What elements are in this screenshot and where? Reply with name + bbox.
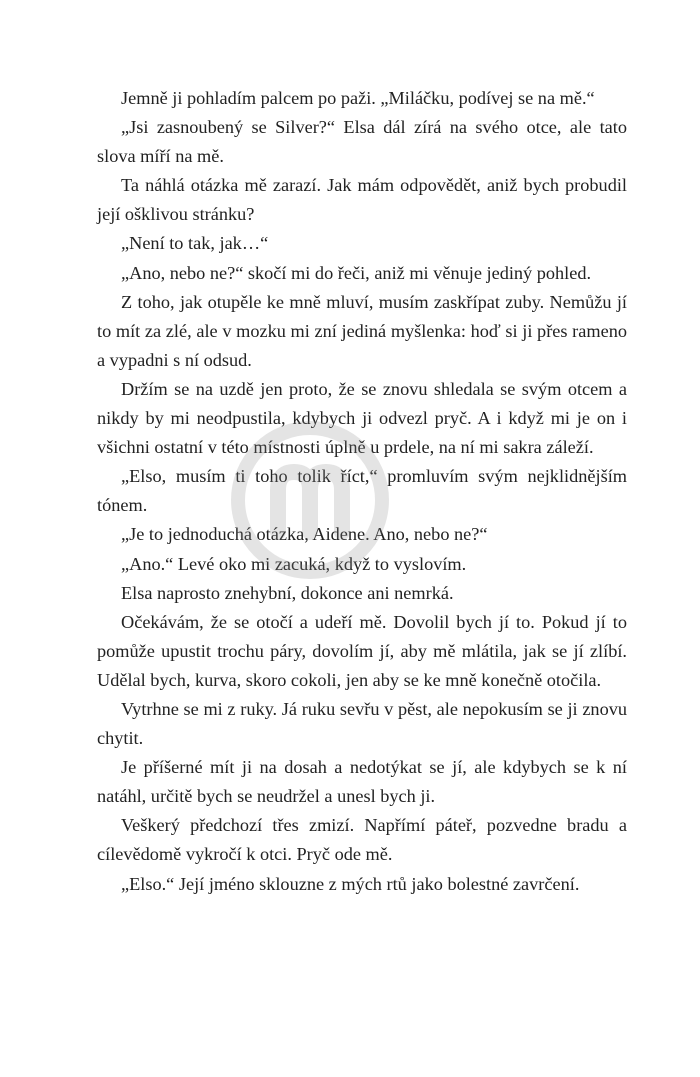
paragraph-3: Ta náhlá otázka mě zarazí. Jak mám odpovědět, aniž bych probudil její ošklivou stránku? [97, 175, 627, 225]
paragraph-8: „Elso, musím ti toho tolik říct,“ promluvím svým nejklidnějším tónem. [97, 466, 627, 516]
paragraph-11: Elsa naprosto znehybní, dokonce ani nemrká. [121, 582, 454, 603]
paragraph-10: „Ano.“ Levé oko mi zacuká, když to vyslovím. [121, 553, 467, 574]
paragraph-13: Vytrhne se mi z ruky. Já ruku sevřu v pěst, ale nepokusím se ji znovu chytit. [97, 698, 627, 749]
paragraph-12: Očekávám, že se otočí a udeří mě. Dovolil bych jí to. Pokud jí to pomůže upustit trochu páry, dovolím jí, aby mě mlátila, jak se jí zlíbí. Udělal bych, kurva, skoro cokoli, jen aby se ke mně konečně otočila. [97, 611, 627, 690]
paragraph-1: Jemně ji pohladím palcem po paži. „Miláčku, podívej se na mě.“ [121, 88, 595, 108]
paragraph-15: Veškerý předchozí třes zmizí. Napřímí páteř, pozvedne bradu a cílevědomě vykročí k otci. Pryč ode mě. [97, 815, 627, 865]
paragraph-5: „Ano, nebo ne?“ skočí mi do řeči, aniž mi věnuje jediný pohled. [121, 262, 592, 283]
paragraph-4: „Není to tak, jak…“ [121, 233, 269, 254]
paragraph-9: „Je to jednoduchá otázka, Aidene. Ano, nebo ne?“ [121, 524, 488, 545]
paragraph-14: Je příšerné mít ji na dosah a nedotýkat se jí, ale kdybych se k ní natáhl, určitě bych se neudržel a unesl bych ji. [97, 757, 627, 807]
m-logo-watermark-icon [230, 420, 390, 580]
paragraph-7: Držím se na uzdě jen proto, že se znovu shledala se svým otcem a nikdy by mi neodpustila, kdybych ji odvezl pryč. A i když mi je on i všichni ostatní v této místnosti úplně u prdele, na ní mi sakra záleží. [97, 378, 627, 458]
paragraph-16: „Elso.“ Její jméno sklouzne z mých rtů jako bolestné zavrčení. [121, 873, 580, 894]
paragraph-2: „Jsi zasnoubený se Silver?“ Elsa dál zírá na svého otce, ale tato slova míří na mě. [97, 117, 627, 167]
paragraph-6: Z toho, jak otupěle ke mně mluví, musím zaskřípat zuby. Nemůžu jí to mít za zlé, ale v mozku mi zní jediná myšlenka: hoď si ji přes rameno a vypadni s ní odsud. [97, 291, 627, 370]
